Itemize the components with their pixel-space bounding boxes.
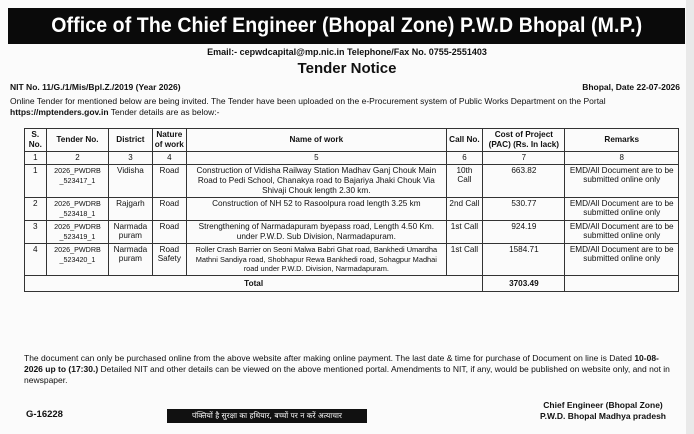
cell-nature: Road (152, 221, 187, 244)
cell-cost: 530.77 (483, 198, 565, 221)
footer-text-before: The document can only be purchased online from the above website after making online payment. The last date & time for purchase of Document on line is Dated (24, 353, 635, 363)
cell-district: Narmada puram (109, 244, 152, 276)
cell-sno: 3 (25, 221, 47, 244)
header-district: District (109, 129, 152, 152)
cell-tender-no: 2026_PWDRB _523420_1 (46, 244, 109, 276)
cell-district: Vidisha (109, 165, 152, 198)
cell-call: 1st Call (446, 221, 483, 244)
total-label: Total (25, 275, 483, 291)
footer-text-after: Detailed NIT and other details can be viewed on the above mentioned portal. Amendments to NIT, if any, would be published on website only, and not in newspaper. (24, 364, 670, 385)
col-number: 8 (565, 152, 679, 165)
cell-nature: Road (152, 198, 187, 221)
cell-nature: Road Safety (152, 244, 187, 276)
cell-work: Construction of Vidisha Railway Station Madhav Ganj Chouk Main Road to Pedi School, Chanakya road to Bajariya Jhaki Chouk Via Shivaji Chouk length 2.30 km. (187, 165, 446, 198)
cell-sno: 2 (25, 198, 47, 221)
intro-paragraph (10, 96, 680, 118)
total-row (25, 275, 679, 291)
portal-link[interactable]: https://mptenders.gov.in (10, 107, 109, 117)
slogan-banner: पंक्तियों है सुरक्षा का हथियार, बच्चों पर न करें अत्याचार (167, 409, 367, 423)
header-tender-no: Tender No. (46, 129, 109, 152)
footer-paragraph (24, 353, 676, 386)
col-number: 2 (46, 152, 109, 165)
total-remarks-empty (565, 275, 679, 291)
cell-sno: 1 (25, 165, 47, 198)
col-number: 3 (109, 152, 152, 165)
contact-line: Email:- cepwdcapital@mp.nic.in Telephone/Fax No. 0755-2551403 (207, 47, 487, 57)
page-edge-shadow (686, 0, 694, 434)
reference-number: G-16228 (26, 409, 63, 420)
table-row (25, 198, 679, 221)
header-cost: Cost of Project (PAC) (Rs. In lack) (483, 129, 565, 152)
col-number: 4 (152, 152, 187, 165)
header-remarks: Remarks (565, 129, 679, 152)
signatory-block (540, 400, 666, 422)
cell-remarks: EMD/All Document are to be submitted online only (565, 221, 679, 244)
cell-work: Strengthening of Narmadapuram byepass road, Length 4.50 Km. under P.W.D. Sub Division, Narmadapuram. (187, 221, 446, 244)
cell-remarks: EMD/All Document are to be submitted online only (565, 165, 679, 198)
total-value: 3703.49 (483, 275, 565, 291)
cell-cost: 663.82 (483, 165, 565, 198)
cell-sno: 4 (25, 244, 47, 276)
intro-text-after: Tender details are as below:- (108, 107, 220, 117)
col-number: 1 (25, 152, 47, 165)
cell-tender-no: 2026_PWDRB _523418_1 (46, 198, 109, 221)
cell-remarks: EMD/All Document are to be submitted online only (565, 198, 679, 221)
header-work: Name of work (187, 129, 446, 152)
col-number: 6 (446, 152, 483, 165)
table-row (25, 165, 679, 198)
table-row (25, 221, 679, 244)
intro-text: Online Tender for mentioned below are being invited. The Tender have been uploaded on the e-Procurement system of Public Works Department on the Portal (10, 96, 606, 106)
nit-number: NIT No. 11/G./1/Mis/Bpl.Z./2019 (Year 2026) (10, 82, 181, 92)
office-title-banner (8, 8, 685, 44)
table-header-row (25, 129, 679, 152)
cell-tender-no: 2026_PWDRB _523419_1 (46, 221, 109, 244)
cell-work: Construction of NH 52 to Rasoolpura road length 3.25 km (187, 198, 446, 221)
cell-cost: 924.19 (483, 221, 565, 244)
cell-cost: 1584.71 (483, 244, 565, 276)
tender-table (24, 128, 679, 292)
place-date: Bhopal, Date 22-07-2026 (582, 82, 680, 92)
signatory-title: Chief Engineer (Bhopal Zone) (543, 400, 663, 410)
signatory-office: P.W.D. Bhopal Madhya pradesh (540, 411, 666, 421)
cell-remarks: EMD/All Document are to be submitted online only (565, 244, 679, 276)
header-sno: S. No. (25, 129, 47, 152)
office-title: Office of The Chief Engineer (Bhopal Zone) P.W.D Bhopal (M.P.) (51, 14, 642, 37)
notice-title: Tender Notice (297, 60, 397, 77)
cell-district: Rajgarh (109, 198, 152, 221)
cell-call: 10th Call (446, 165, 483, 198)
deadline: 10-08-2026 up to (17:30.) (24, 353, 659, 374)
column-number-row (25, 152, 679, 165)
table-row (25, 244, 679, 276)
cell-work: Roller Crash Barrier on Seoni Malwa Babri Ghat road, Bankhedi Umardha Mathni Sandiya road, Shobhapur Rewa Bankhedi road, Sohagpur Madhai road under P.W.D. Division, Narmadapuram. (187, 244, 446, 276)
col-number: 5 (187, 152, 446, 165)
cell-tender-no: 2026_PWDRB _523417_1 (46, 165, 109, 198)
cell-district: Narmada puram (109, 221, 152, 244)
header-nature: Nature of work (152, 129, 187, 152)
header-call: Call No. (446, 129, 483, 152)
cell-nature: Road (152, 165, 187, 198)
cell-call: 2nd Call (446, 198, 483, 221)
col-number: 7 (483, 152, 565, 165)
cell-call: 1st Call (446, 244, 483, 276)
